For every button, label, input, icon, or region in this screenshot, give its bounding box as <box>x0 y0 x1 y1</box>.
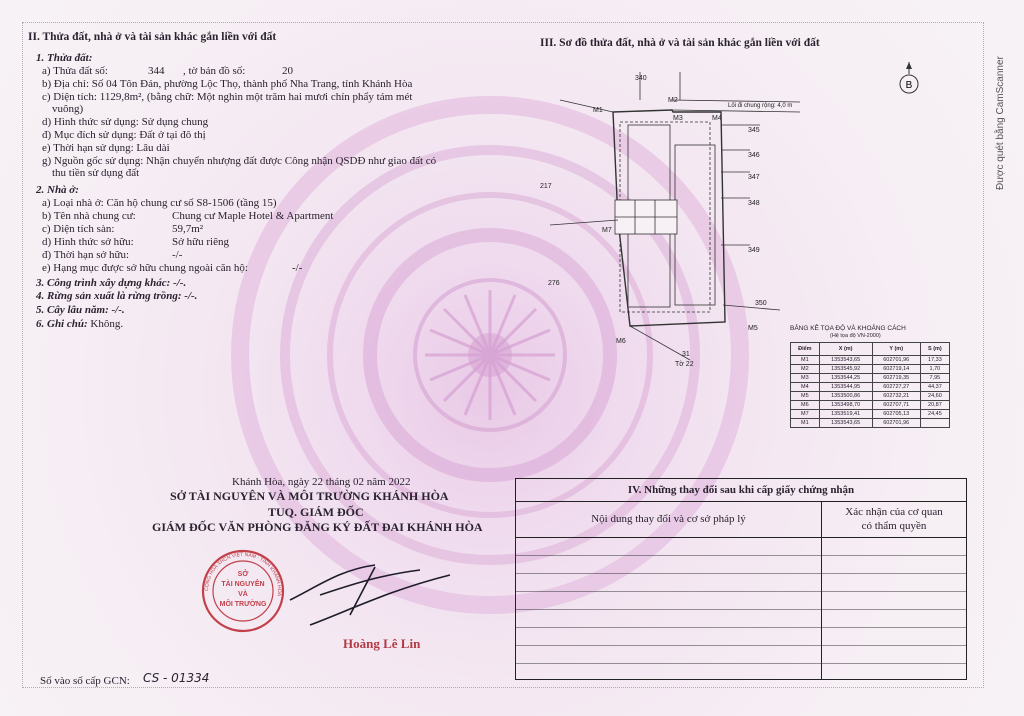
cell: 1353498,70 <box>819 401 872 410</box>
stamp-line2: VÀ <box>238 591 248 598</box>
table-row <box>791 410 950 419</box>
land-parcel-label: a) Thửa đất số: <box>42 65 108 77</box>
table-row <box>791 392 950 401</box>
house-name-label: b) Tên nhà chung cư: <box>42 210 136 222</box>
item-4: 4. Rừng sản xuất là rừng trồng: -/-. <box>36 290 198 302</box>
cell: 7,95 <box>920 374 949 383</box>
coord-col-x: X (m) <box>819 343 872 356</box>
house-term-label: đ) Thời hạn sở hữu: <box>42 249 130 261</box>
plot-map <box>520 60 820 380</box>
cell: 1353544,25 <box>819 374 872 383</box>
land-title: 1. Thửa đất: <box>36 52 93 64</box>
date-month-label: tháng <box>325 476 351 488</box>
cell: 602701,96 <box>872 419 920 428</box>
land-use-term: e) Thời hạn sử dụng: Lâu dài <box>42 142 170 154</box>
coord-col-s: S (m) <box>920 343 949 356</box>
cell: 1353544,95 <box>819 383 872 392</box>
house-title: 2. Nhà ở: <box>36 184 79 196</box>
cell: M1 <box>791 419 820 428</box>
date-year: 2022 <box>388 476 411 488</box>
item-6-value: Không. <box>87 318 124 330</box>
coord-col-point: Điểm <box>791 343 820 356</box>
cell: 602707,71 <box>872 401 920 410</box>
house-type: a) Loại nhà ở: Căn hộ chung cư số S8-1506 (tầng 15) <box>42 197 277 209</box>
signer-name: Hoàng Lê Lin <box>343 636 421 651</box>
north-arrow-icon <box>895 60 923 100</box>
house-ownership-value: Sở hữu riêng <box>172 236 229 248</box>
cell: 602719,14 <box>872 365 920 374</box>
date-prefix: Khánh Hòa, ngày <box>232 476 310 488</box>
land-origin: g) Nguồn gốc sử dụng: Nhận chuyển nhượng đất được Công nhận QSDĐ như giao đất có <box>42 155 437 167</box>
cell <box>920 419 949 428</box>
sign-tuq: TUQ. GIÁM ĐỐC <box>268 505 364 519</box>
house-floor-area-value: 59,7m² <box>172 223 204 235</box>
cell: M4 <box>791 383 820 392</box>
row-rule <box>516 645 966 646</box>
north-label: B <box>905 80 913 91</box>
section-ii-heading: II. Thửa đất, nhà ở và tài sản khác gắn liền với đất <box>28 31 277 43</box>
land-address: b) Địa chỉ: Số 04 Tôn Đản, phường Lộc Thọ, thành phố Nha Trang, tỉnh Khánh Hòa <box>42 78 413 90</box>
cell: 24,60 <box>920 392 949 401</box>
item-3: 3. Công trình xây dựng khác: -/-. <box>36 277 187 289</box>
land-map-label: , tờ bản đồ số: <box>183 65 246 77</box>
cell: M5 <box>791 392 820 401</box>
cell: M6 <box>791 401 820 410</box>
coord-title: BẢNG KÊ TỌA ĐỘ VÀ KHOẢNG CÁCH <box>790 325 906 332</box>
section-iii-heading: III. Sơ đồ thửa đất, nhà ở và tài sản khác gắn liền với đất <box>540 37 820 49</box>
coord-table <box>790 342 950 428</box>
house-common-label: e) Hạng mục được sở hữu chung ngoài căn hộ: <box>42 262 248 274</box>
sign-org: SỞ TÀI NGUYÊN VÀ MÔI TRƯỜNG KHÁNH HÒA <box>170 489 449 503</box>
house-floor-area-label: c) Diện tích sàn: <box>42 223 115 235</box>
row-rule <box>516 627 966 628</box>
row-rule <box>516 591 966 592</box>
map-label-345: 345 <box>748 127 760 134</box>
cell: 602701,96 <box>872 356 920 365</box>
house-common-value: -/- <box>292 262 303 274</box>
table-row <box>791 383 950 392</box>
map-label-m7: M7 <box>602 227 612 234</box>
changes-col-confirm-line1: Xác nhận của cơ quan <box>845 506 943 518</box>
house-term-value: -/- <box>172 249 183 261</box>
row-rule <box>516 573 966 574</box>
cell: 602732,21 <box>872 392 920 401</box>
stamp-line1: TÀI NGUYÊN <box>221 581 265 588</box>
row-rule <box>516 663 966 664</box>
cell: 1353545,92 <box>819 365 872 374</box>
map-label-m5: M5 <box>748 325 758 332</box>
row-rule <box>516 609 966 610</box>
cell: 1353543,65 <box>819 419 872 428</box>
cell: 1353543,65 <box>819 356 872 365</box>
map-label-347: 347 <box>748 174 760 181</box>
house-name-value: Chung cư Maple Hotel & Apartment <box>172 210 334 222</box>
cell: M7 <box>791 410 820 419</box>
item-5: 5. Cây lâu năm: -/-. <box>36 304 125 316</box>
cell: 602727,27 <box>872 383 920 392</box>
cell: M1 <box>791 356 820 365</box>
table-row <box>791 374 950 383</box>
map-label-346: 346 <box>748 152 760 159</box>
register-value: CS - 01334 <box>143 671 210 685</box>
sign-date <box>232 476 410 489</box>
changes-divider <box>821 501 822 679</box>
coord-header-row <box>791 343 950 356</box>
changes-col-confirm <box>822 501 966 538</box>
stamp-line3: MÔI TRƯỜNG <box>219 601 267 608</box>
land-map-value: 20 <box>282 65 293 77</box>
cell: 1,70 <box>920 365 949 374</box>
map-label-m4: M4 <box>712 115 722 122</box>
map-label-31: 31 <box>682 351 690 358</box>
land-use-purpose: đ) Mục đích sử dụng: Đất ở tại đô thị <box>42 129 206 141</box>
table-row <box>791 401 950 410</box>
cell: 17,33 <box>920 356 949 365</box>
map-label-m3: M3 <box>673 115 683 122</box>
cell: 602719,35 <box>872 374 920 383</box>
table-row <box>791 356 950 365</box>
land-parcel-value: 344 <box>148 65 165 77</box>
map-label-217: 217 <box>540 183 552 190</box>
table-row <box>791 365 950 374</box>
cell: 20,87 <box>920 401 949 410</box>
map-label-m2: M2 <box>668 97 678 104</box>
stamp-ring-text: CỘNG HÒA XHCN VIỆT NAM · TỈNH KHÁNH HÒA <box>203 551 283 597</box>
map-label-350: 350 <box>755 300 767 307</box>
map-label-m6: M6 <box>616 338 626 345</box>
date-day: 22 <box>312 476 324 488</box>
changes-col-content: Nội dung thay đổi và cơ sở pháp lý <box>516 501 821 538</box>
date-year-label: năm <box>366 476 386 488</box>
map-road-label: Lối đi chung rộng: 4,0 m <box>728 103 793 109</box>
row-rule <box>516 555 966 556</box>
register-label: Số vào số cấp GCN: <box>40 675 130 687</box>
cell: 602705,13 <box>872 410 920 419</box>
signature-scribble <box>280 555 460 635</box>
coord-subtitle: (Hệ tọa độ VN-2000) <box>830 333 881 339</box>
map-label-sheet: Tờ 22 <box>675 361 694 368</box>
map-label-349: 349 <box>748 247 760 254</box>
red-stamp <box>200 548 286 634</box>
changes-col-confirm-line2: có thẩm quyền <box>861 520 927 532</box>
cell: 1353500,86 <box>819 392 872 401</box>
map-label-276: 276 <box>548 280 560 287</box>
date-month: 02 <box>353 476 364 488</box>
cell: M2 <box>791 365 820 374</box>
cell: M3 <box>791 374 820 383</box>
land-area: c) Diện tích: 1129,8m², (bằng chữ: Một nghìn một trăm hai mươi chín phẩy tám mét <box>42 91 413 103</box>
map-label-340: 340 <box>635 75 647 82</box>
land-use-form: d) Hình thức sử dụng: Sử dụng chung <box>42 116 209 128</box>
scanner-label: Được quét bằng CamScanner <box>995 56 1006 190</box>
table-row <box>791 419 950 428</box>
stamp-top: SỞ <box>237 571 249 578</box>
map-label-m1: M1 <box>593 107 603 114</box>
land-origin-cont: thu tiền sử dụng đất <box>52 167 140 179</box>
cell: 1353519,41 <box>819 410 872 419</box>
changes-table <box>515 478 967 680</box>
map-label-348: 348 <box>748 200 760 207</box>
changes-title: IV. Những thay đổi sau khi cấp giấy chứng nhận <box>516 479 966 502</box>
sign-office: GIÁM ĐỐC VĂN PHÒNG ĐĂNG KÝ ĐẤT ĐAI KHÁNH HÒA <box>152 520 483 534</box>
item-6-label: 6. Ghi chú: <box>36 318 88 330</box>
house-ownership-label: d) Hình thức sở hữu: <box>42 236 134 248</box>
land-area-cont: vuông) <box>52 103 84 115</box>
coord-col-y: Y (m) <box>872 343 920 356</box>
cell: 44,37 <box>920 383 949 392</box>
cell: 24,45 <box>920 410 949 419</box>
